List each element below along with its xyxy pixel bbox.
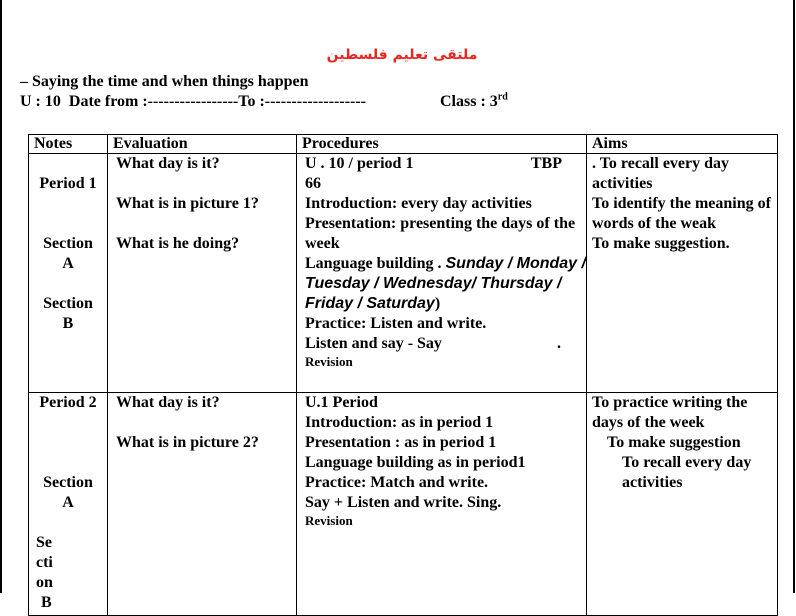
- period1-page-number: 66: [305, 175, 321, 192]
- language-building-label: Language building .: [305, 255, 446, 272]
- period2-section-b-part-2: cti: [36, 554, 53, 571]
- period1-evaluation-cell: [108, 154, 297, 393]
- period1-aim-2: To identify the meaning of words of the weak: [592, 195, 771, 232]
- period2-aims-cell: [587, 393, 778, 616]
- period1-revision: Revision: [305, 354, 353, 369]
- period2-language-building: Language building as in period1: [305, 454, 526, 471]
- period2-aim-1: To practice writing the days of the week: [592, 394, 748, 431]
- period1-language-building: [305, 254, 586, 314]
- period1-procedures-cell: [297, 154, 587, 393]
- lesson-plan-table: [28, 134, 778, 616]
- period1-eval-question-3: What is he doing?: [116, 235, 240, 252]
- period2-eval-question-2: What is in picture 2?: [116, 434, 259, 451]
- period2-introduction: Introduction: as in period 1: [305, 414, 494, 431]
- period2-eval-question-1: What day is it?: [116, 394, 220, 411]
- period2-evaluation-cell: [108, 393, 297, 616]
- period2-notes-cell: [29, 393, 108, 616]
- period1-practice: Practice: Listen and write.: [305, 315, 487, 332]
- period1-unit-period: U . 10 / period 1: [305, 155, 414, 172]
- period1-eval-question-2: What is in picture 1?: [116, 195, 259, 212]
- period1-listen-say-line: [305, 334, 586, 354]
- period2-procedures-cell: [297, 393, 587, 616]
- lesson-subject: – Saying the time and when things happen: [20, 73, 309, 90]
- period1-label: Period 1: [39, 175, 97, 192]
- class-suffix: rd: [497, 91, 508, 103]
- header-evaluation: Evaluation: [108, 135, 297, 154]
- period2-section-b-part-3: on: [36, 574, 53, 591]
- period1-aims-cell: [587, 154, 778, 393]
- header-aims: Aims: [587, 135, 778, 154]
- unit-date-line: U : 10 Date from :-----------------To :-------------------: [20, 93, 367, 110]
- period1-section-a-letter: A: [62, 255, 74, 272]
- class-label: Class : 3: [440, 93, 498, 110]
- table-row-period-2: [29, 393, 778, 616]
- header-notes: Notes: [29, 135, 108, 154]
- arabic-title: ملتقى تعليم فلسطين: [326, 47, 478, 63]
- period1-section-b-letter: B: [62, 315, 74, 332]
- period2-section-a-letter: A: [62, 494, 74, 511]
- days-close-paren: ): [434, 295, 441, 312]
- period1-dot: .: [557, 335, 561, 352]
- table-header-row: [29, 135, 778, 154]
- period2-section-a-label: Section: [43, 474, 93, 491]
- period2-practice: Practice: Match and write.: [305, 474, 489, 491]
- period1-aim-1: . To recall every day activities: [592, 155, 730, 192]
- period2-revision: Revision: [305, 513, 353, 528]
- page-left-border: [0, 0, 2, 593]
- page-right-border: [793, 0, 795, 593]
- period2-unit-period: U.1 Period: [305, 394, 378, 411]
- period1-listen-say: Listen and say - Say: [305, 335, 442, 352]
- period2-aim-2: To make suggestion: [607, 434, 741, 451]
- days-of-week-list: Sunday / Monday / Tuesday / Wednesday/ Thursday / Friday / Saturday: [305, 255, 586, 312]
- period2-presentation: Presentation : as in period 1: [305, 434, 497, 451]
- header-procedures: Procedures: [297, 135, 587, 154]
- period1-notes-cell: [29, 154, 108, 393]
- period1-eval-question-1: What day is it?: [116, 155, 220, 172]
- period1-section-b-label: Section: [43, 295, 93, 312]
- period2-section-b-part-1: Se: [36, 534, 52, 551]
- class-info: [440, 93, 508, 111]
- period2-aim-3: To recall every day activities: [622, 454, 752, 491]
- table-row-period-1: [29, 154, 778, 393]
- period1-aim-3: To make suggestion.: [592, 235, 730, 252]
- period1-section-a-label: Section: [43, 235, 93, 252]
- period2-label: Period 2: [39, 394, 97, 411]
- period1-tbp: TBP: [530, 155, 562, 172]
- period2-section-b-part-4: B: [41, 594, 52, 611]
- period1-presentation: Presentation: presenting the days of the week: [305, 215, 576, 252]
- period1-introduction: Introduction: every day activities: [305, 195, 532, 212]
- period2-say-listen: Say + Listen and write. Sing.: [305, 494, 502, 511]
